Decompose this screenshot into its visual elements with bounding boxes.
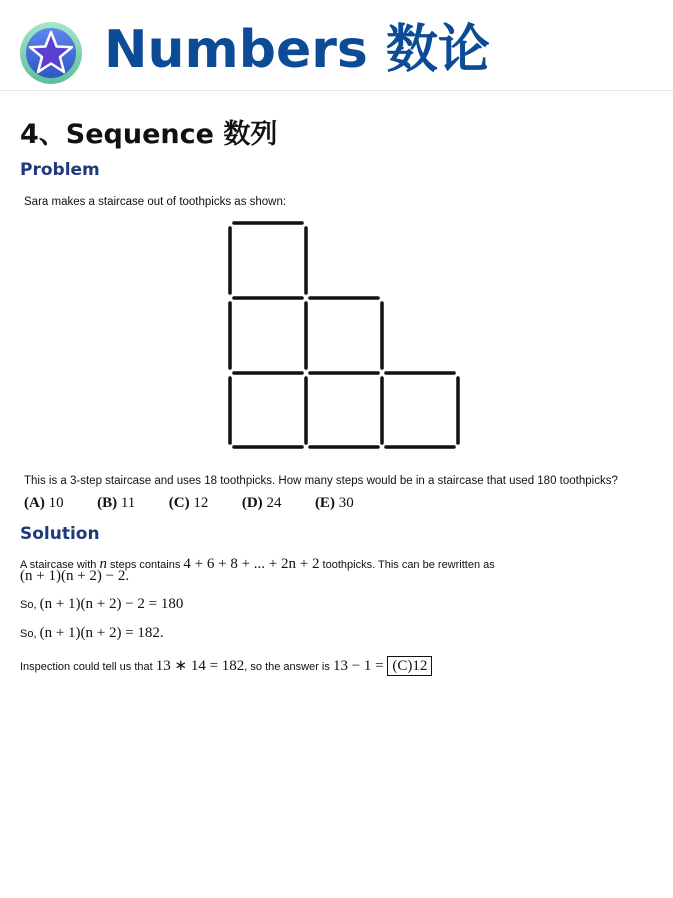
header-divider xyxy=(0,90,673,91)
page-header xyxy=(18,16,658,86)
solution-line-1: A staircase with n steps contains 4 + 6 + 8 + ... + 2n + 2 toothpicks. This can be rewritten as xyxy=(20,556,495,572)
star-badge-icon xyxy=(18,20,84,86)
solution-line-3: So, (n + 1)(n + 2) − 2 = 180 xyxy=(20,596,184,612)
solution-line-4: So, (n + 1)(n + 2) = 182. xyxy=(20,625,164,641)
header-title: Numbers 数论 xyxy=(104,20,490,80)
choice-e: (E) 30 xyxy=(314,495,354,511)
solution-line-5: Inspection could tell us that 13 ∗ 14 = 182, so the answer is 13 − 1 = (C)12 xyxy=(20,656,432,675)
toothpick-staircase-figure xyxy=(224,218,468,454)
section-title: 4、Sequence 数列 xyxy=(20,119,278,150)
problem-label: Problem xyxy=(20,160,100,180)
solution-label: Solution xyxy=(20,524,100,544)
problem-intro: Sara makes a staircase out of toothpicks as shown: xyxy=(24,196,287,208)
choice-c: (C) 12 xyxy=(168,495,209,511)
answer-choices xyxy=(24,495,354,512)
solution-line-2: (n + 1)(n + 2) − 2. xyxy=(20,568,130,584)
final-answer-box: (C)12 xyxy=(387,656,432,676)
choice-d: (D) 24 xyxy=(241,495,282,511)
choice-b: (B) 11 xyxy=(97,495,136,511)
choice-a: (A) 10 xyxy=(24,495,64,511)
problem-question: This is a 3-step staircase and uses 18 toothpicks. How many steps would be in a staircase that used 180 toothpicks? xyxy=(24,475,618,487)
